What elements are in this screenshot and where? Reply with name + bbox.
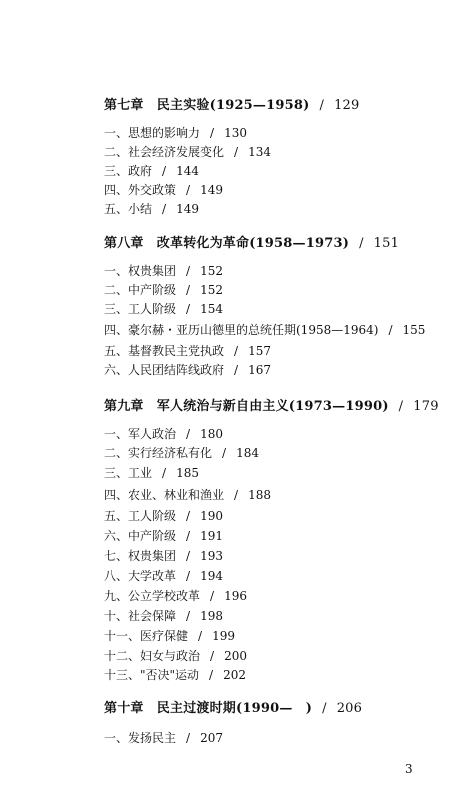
separator: / bbox=[186, 609, 191, 623]
separator: / bbox=[186, 549, 191, 563]
separator: / bbox=[322, 701, 327, 716]
separator: / bbox=[162, 466, 167, 480]
toc-item-label: 十三、"否决"运动 bbox=[104, 668, 200, 682]
toc-item-page: 157 bbox=[248, 344, 271, 358]
separator: / bbox=[186, 264, 191, 278]
toc-item bbox=[104, 444, 259, 461]
toc-item-page: 185 bbox=[176, 466, 199, 480]
separator: / bbox=[186, 302, 191, 316]
toc-item bbox=[104, 181, 223, 198]
toc-item-page: 149 bbox=[200, 183, 223, 197]
separator: / bbox=[210, 589, 215, 603]
toc-item-label: 四、农业、林业和渔业 bbox=[104, 488, 225, 502]
separator: / bbox=[198, 629, 203, 643]
toc-item-page: 149 bbox=[176, 202, 199, 216]
toc-item-label: 六、中产阶级 bbox=[104, 529, 177, 543]
chapter-page: 206 bbox=[336, 701, 363, 716]
toc-item-label: 十、社会保障 bbox=[104, 609, 177, 623]
separator: / bbox=[234, 488, 239, 502]
toc-item-page: 190 bbox=[200, 509, 223, 523]
toc-item-page: 180 bbox=[200, 427, 223, 441]
toc-item-label: 一、权贵集团 bbox=[104, 264, 177, 278]
toc-item-page: 130 bbox=[224, 126, 247, 140]
toc-item-label: 十一、医疗保健 bbox=[104, 629, 189, 643]
toc-item-page: 134 bbox=[248, 145, 271, 159]
toc-item bbox=[104, 507, 223, 524]
toc-item bbox=[104, 200, 199, 217]
separator: / bbox=[210, 126, 215, 140]
chapter-heading bbox=[104, 697, 362, 716]
toc-item bbox=[104, 342, 271, 359]
separator: / bbox=[162, 202, 167, 216]
toc-item-page: 194 bbox=[200, 569, 223, 583]
separator: / bbox=[186, 529, 191, 543]
toc-item bbox=[104, 300, 223, 317]
toc-item-label: 四、外交政策 bbox=[104, 183, 177, 197]
toc-item-page: 154 bbox=[200, 302, 223, 316]
chapter-heading bbox=[104, 395, 439, 414]
separator: / bbox=[234, 363, 239, 377]
separator: / bbox=[359, 236, 364, 251]
separator: / bbox=[209, 668, 214, 682]
toc-item-label: 三、工人阶级 bbox=[104, 302, 177, 316]
separator: / bbox=[388, 323, 393, 337]
toc-item-page: 193 bbox=[200, 549, 223, 563]
toc-item bbox=[104, 527, 223, 544]
toc-item bbox=[104, 464, 199, 481]
toc-item-page: 207 bbox=[200, 731, 223, 745]
separator: / bbox=[186, 183, 191, 197]
toc-item-label: 十二、妇女与政治 bbox=[104, 649, 201, 663]
toc-item-label: 二、社会经济发展变化 bbox=[104, 145, 225, 159]
toc-item-label: 一、发扬民主 bbox=[104, 731, 177, 745]
separator: / bbox=[210, 649, 215, 663]
toc-item-label: 三、政府 bbox=[104, 164, 153, 178]
chapter-heading bbox=[104, 232, 399, 251]
toc-item bbox=[104, 321, 425, 338]
toc-item bbox=[104, 666, 246, 683]
toc-item-label: 三、工业 bbox=[104, 466, 153, 480]
page-number: 3 bbox=[405, 762, 413, 776]
toc-item bbox=[104, 607, 223, 624]
separator: / bbox=[398, 399, 404, 414]
toc-item bbox=[104, 361, 271, 378]
separator: / bbox=[186, 283, 191, 297]
toc-item-label: 七、权贵集团 bbox=[104, 549, 177, 563]
toc-item-page: 191 bbox=[200, 529, 223, 543]
chapter-heading bbox=[104, 94, 359, 113]
toc-item-label: 四、豪尔赫・亚历山德里的总统任期(1958—1964) bbox=[104, 323, 379, 337]
toc-item-page: 196 bbox=[224, 589, 247, 603]
toc-item bbox=[104, 627, 235, 644]
toc-item-page: 152 bbox=[200, 283, 223, 297]
toc-item-label: 一、军人政治 bbox=[104, 427, 177, 441]
chapter-title: 第九章 军人统治与新自由主义(1973—1990) bbox=[104, 399, 389, 414]
toc-item-page: 144 bbox=[176, 164, 199, 178]
toc-item bbox=[104, 567, 223, 584]
chapter-title: 第十章 民主过渡时期(1990— ) bbox=[104, 701, 313, 716]
toc-item bbox=[104, 124, 247, 141]
toc-item bbox=[104, 143, 271, 160]
toc-item-page: 167 bbox=[248, 363, 271, 377]
toc-item bbox=[104, 281, 223, 298]
toc-item-page: 155 bbox=[402, 323, 426, 337]
chapter-page: 151 bbox=[373, 236, 400, 251]
separator: / bbox=[319, 98, 325, 113]
toc-item bbox=[104, 162, 199, 179]
separator: / bbox=[222, 446, 227, 460]
chapter-page: 129 bbox=[334, 98, 360, 113]
toc-item-label: 二、中产阶级 bbox=[104, 283, 177, 297]
separator: / bbox=[186, 569, 191, 583]
separator: / bbox=[186, 427, 191, 441]
toc-item-label: 六、人民团结阵线政府 bbox=[104, 363, 225, 377]
chapter-title: 第七章 民主实验(1925—1958) bbox=[104, 98, 310, 113]
separator: / bbox=[186, 509, 191, 523]
toc-item-page: 152 bbox=[200, 264, 223, 278]
toc-item-page: 199 bbox=[212, 629, 235, 643]
toc-item-page: 188 bbox=[248, 488, 271, 502]
toc-item-page: 198 bbox=[200, 609, 223, 623]
separator: / bbox=[186, 731, 191, 745]
toc-item-page: 200 bbox=[224, 649, 247, 663]
toc-item-label: 八、大学改革 bbox=[104, 569, 177, 583]
toc-item-page: 184 bbox=[236, 446, 259, 460]
toc-item-label: 一、思想的影响力 bbox=[104, 126, 201, 140]
chapter-title: 第八章 改革转化为革命(1958—1973) bbox=[104, 236, 350, 251]
toc-item-label: 五、工人阶级 bbox=[104, 509, 177, 523]
separator: / bbox=[234, 145, 239, 159]
toc-item bbox=[104, 587, 247, 604]
separator: / bbox=[234, 344, 239, 358]
toc-item-label: 九、公立学校改革 bbox=[104, 589, 201, 603]
separator: / bbox=[162, 164, 167, 178]
toc-item-label: 五、基督教民主党执政 bbox=[104, 344, 225, 358]
toc-item bbox=[104, 729, 223, 746]
toc-item-label: 五、小结 bbox=[104, 202, 153, 216]
toc-item-label: 二、实行经济私有化 bbox=[104, 446, 213, 460]
chapter-page: 179 bbox=[413, 399, 439, 414]
toc-item bbox=[104, 425, 223, 442]
toc-item bbox=[104, 262, 223, 279]
toc-item bbox=[104, 547, 223, 564]
toc-item-page: 202 bbox=[223, 668, 246, 682]
toc-item bbox=[104, 647, 247, 664]
toc-item bbox=[104, 486, 271, 503]
